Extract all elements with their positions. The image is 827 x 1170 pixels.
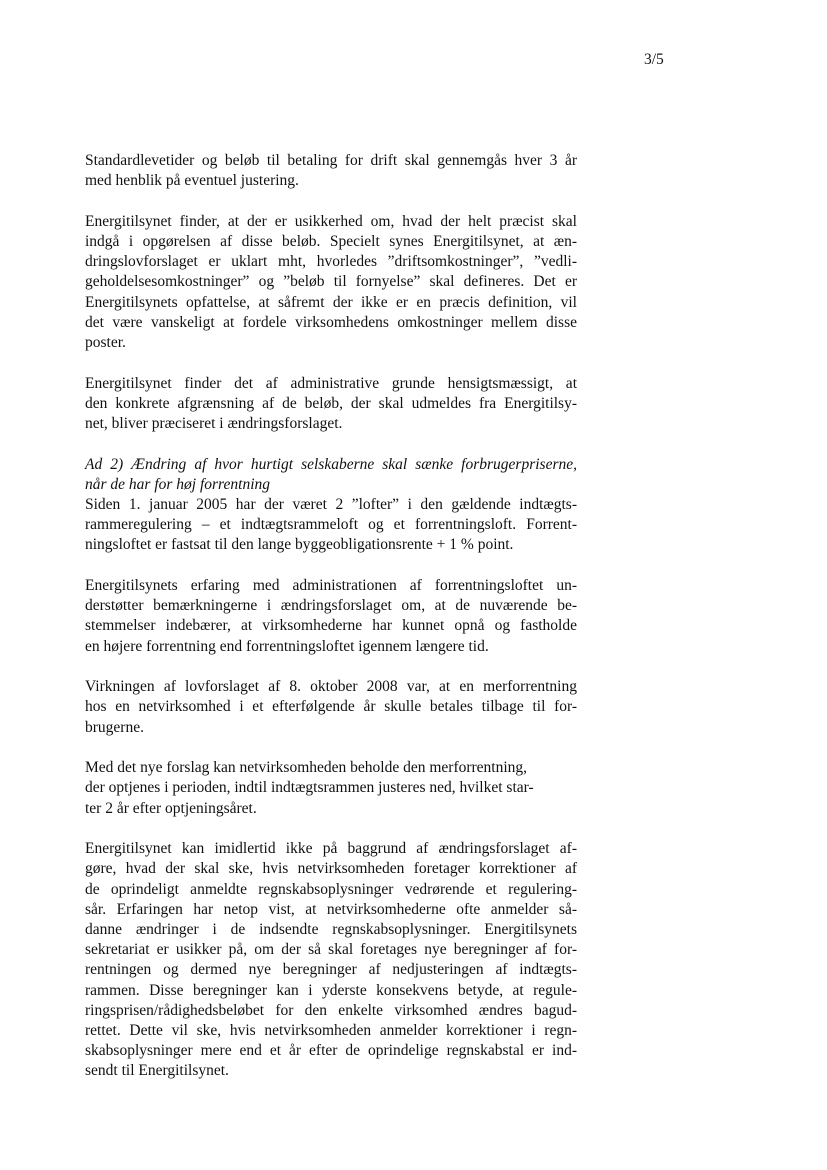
text-line: med henblik på eventuel justering. xyxy=(85,172,299,190)
text-line: danne ændringer i de indsendte regnskabsoplysninger. Energitilsynets xyxy=(85,921,577,939)
paragraph-p6 xyxy=(85,677,577,738)
text-line: gøre, hvad der skal ske, hvis netvirksomheden foretager korrektioner af xyxy=(85,860,577,878)
paragraph-p5 xyxy=(85,576,577,657)
text-line: Energitilsynets erfaring med administrationen af forrentningsloftet un- xyxy=(85,577,577,595)
text-line: Energitilsynet finder det af administrative grunde hensigtsmæssigt, at xyxy=(85,374,577,392)
text-line: hos en netvirksomhed i et efterfølgende år skulle betales tilbage til for- xyxy=(85,698,577,716)
section-heading-line: når de har for høj forrentning xyxy=(85,475,271,493)
text-line: net, bliver præciseret i ændringsforslaget. xyxy=(85,415,343,433)
text-line: de oprindeligt anmeldte regnskabsoplysninger vedrørende et regulering- xyxy=(85,880,577,898)
text-line: stemmelser indebærer, at virksomhederne har kunnet opnå og fastholde xyxy=(85,617,577,635)
paragraph-p2 xyxy=(85,212,577,353)
paragraph-p4 xyxy=(85,455,577,556)
text-line: brugerne. xyxy=(85,718,144,736)
text-line: rentningen og dermed nye beregninger af nedjusteringen af indtægts- xyxy=(85,961,577,979)
text-line: rettet. Dette vil ske, hvis netvirksomheden anmelder korrektioner i regn- xyxy=(85,1022,577,1040)
text-line: den konkrete afgrænsning af de beløb, der skal udmeldes fra Energitilsy- xyxy=(85,394,577,412)
text-line: Energitilsynets opfattelse, at såfremt der ikke er en præcis definition, vil xyxy=(85,293,577,311)
text-line: dringslovforslaget er uklart mht, hvorledes ”driftsomkostninger”, ”vedli- xyxy=(85,253,577,271)
text-line: Virkningen af lovforslaget af 8. oktober 2008 var, at en merforrentning xyxy=(85,678,577,696)
page-number: 3/5 xyxy=(644,51,664,68)
text-line: der optjenes i perioden, indtil indtægtsrammen justeres ned, hvilket star- xyxy=(85,779,534,797)
text-line: ter 2 år efter optjeningsåret. xyxy=(85,799,257,817)
text-line: derstøtter bemærkningerne i ændringsforslaget om, at de nuværende be- xyxy=(85,597,577,615)
text-line: ringsprisen/rådighedsbeløbet for den enkelte virksomhed ændres bagud- xyxy=(85,1001,577,1019)
text-line: ningsloftet er fastsat til den lange byggeobligationsrente + 1 % point. xyxy=(85,536,514,554)
text-line: rammeregulering – et indtægtsrammeloft og et forrentningsloft. Forrent- xyxy=(85,516,577,534)
document-body xyxy=(85,151,577,1102)
text-line: skabsoplysninger mere end et år efter de oprindelige regnskabstal er ind- xyxy=(85,1042,577,1060)
text-line: en højere forrentning end forrentningsloftet igennem længere tid. xyxy=(85,637,489,655)
paragraph-p3 xyxy=(85,374,577,435)
text-line: sår. Erfaringen har netop vist, at netvirksomhederne ofte anmelder så- xyxy=(85,900,577,918)
text-line: Energitilsynet finder, at der er usikkerhed om, hvad der helt præcist skal xyxy=(85,212,577,230)
paragraph-p1 xyxy=(85,151,577,191)
text-line: Med det nye forslag kan netvirksomheden beholde den merforrentning, xyxy=(85,759,528,777)
text-line: poster. xyxy=(85,334,126,352)
section-heading-line: Ad 2) Ændring af hvor hurtigt selskaberne skal sænke forbrugerpriserne, xyxy=(85,455,577,473)
paragraph-p7 xyxy=(85,758,577,819)
text-line: indgå i opgørelsen af disse beløb. Specielt synes Energitilsynet, at æn- xyxy=(85,233,577,250)
text-line: Siden 1. januar 2005 har der været 2 ”lofter” i den gældende indtægts- xyxy=(85,496,577,514)
text-line: sendt til Energitilsynet. xyxy=(85,1062,229,1080)
paragraph-p8 xyxy=(85,839,577,1081)
text-line: det være vanskeligt at fordele virksomhedens omkostninger mellem disse xyxy=(85,313,577,331)
text-line: rammen. Disse beregninger kan i yderste konsekvens betyde, at regule- xyxy=(85,981,577,999)
text-line: Energitilsynet kan imidlertid ikke på baggrund af ændringsforslaget af- xyxy=(85,840,577,858)
text-line: sekretariat er usikker på, om der så skal foretages nye beregninger af for- xyxy=(85,941,577,959)
text-line: Standardlevetider og beløb til betaling for drift skal gennemgås hver 3 år xyxy=(85,152,577,169)
text-line: geholdelsesomkostninger” og ”beløb til fornyelse” skal defineres. Det er xyxy=(85,273,577,291)
